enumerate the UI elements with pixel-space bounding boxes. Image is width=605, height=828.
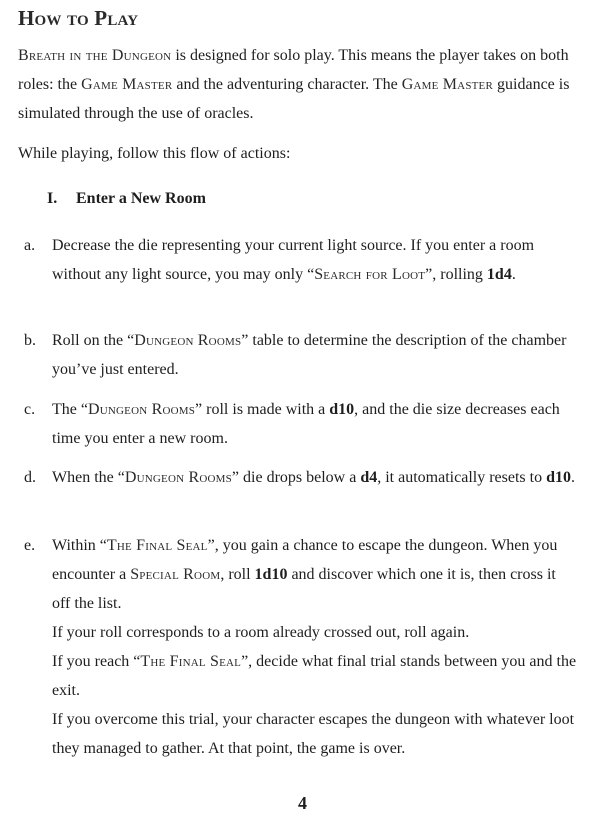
item-text: , roll bbox=[220, 566, 255, 583]
item-text: ” die drops below a bbox=[231, 469, 361, 486]
item-text: The “ bbox=[52, 401, 88, 418]
dungeon-rooms-term: Dungeon Rooms bbox=[134, 332, 242, 349]
item-text: ” roll is made with a bbox=[195, 401, 330, 418]
list-item-text bbox=[52, 463, 578, 492]
item-text: If you reach “ bbox=[52, 653, 141, 670]
intro-text-2: and the adventuring character. The bbox=[172, 76, 402, 93]
game-master-term: Game Master bbox=[401, 76, 494, 93]
list-item-text bbox=[52, 326, 578, 384]
intro-text-1: is designed for solo play. This means the player takes on both roles: the bbox=[18, 47, 569, 93]
flow-intro-text: While playing, follow this flow of actions: bbox=[18, 145, 291, 162]
item-text: , and the die size decreases each time you enter a new room. bbox=[52, 401, 560, 447]
search-for-loot-term: Search for Loot bbox=[314, 266, 426, 283]
die-notation: d10 bbox=[546, 469, 571, 486]
special-room-term: Special Room bbox=[130, 566, 221, 583]
item-text: ” table to determine the description of the chamber you’ve just entered. bbox=[52, 332, 567, 378]
step-number: I. bbox=[47, 190, 58, 207]
item-text: ”, rolling bbox=[425, 266, 487, 283]
intro-text-3: guidance is simulated through the use of oracles. bbox=[18, 76, 570, 122]
list-item-d bbox=[18, 463, 578, 492]
list-marker: d. bbox=[24, 469, 36, 486]
page-heading bbox=[18, 6, 138, 31]
list-marker: e. bbox=[24, 537, 36, 554]
page-number: 4 bbox=[298, 793, 307, 813]
item-text: . bbox=[511, 266, 516, 283]
list-item-e bbox=[18, 531, 578, 763]
dungeon-rooms-term: Dungeon Rooms bbox=[124, 469, 232, 486]
item-text: ”, you gain a chance to escape the dungeon. When you encounter a bbox=[52, 537, 558, 583]
intro-paragraph bbox=[18, 41, 590, 128]
item-text: Decrease the die representing your current light source. If you enter a room without any light source, you may only “ bbox=[52, 237, 535, 283]
item-text: ”, decide what final trial stands between you and the exit. bbox=[52, 653, 577, 699]
item-e-paragraph-3 bbox=[52, 647, 578, 705]
item-text: , it automatically resets to bbox=[377, 469, 547, 486]
game-master-term: Game Master bbox=[81, 76, 173, 93]
die-notation: d4 bbox=[360, 469, 378, 486]
die-notation: 1d4 bbox=[486, 266, 512, 283]
item-text: When the “ bbox=[52, 469, 125, 486]
game-title: Breath in the Dungeon bbox=[18, 47, 172, 64]
die-notation: d10 bbox=[329, 401, 355, 418]
list-marker: b. bbox=[24, 332, 36, 349]
list-item-a bbox=[18, 231, 578, 289]
list-item-text bbox=[52, 531, 578, 763]
item-text: Roll on the “ bbox=[52, 332, 135, 349]
list-marker: a. bbox=[24, 237, 36, 254]
heading-text: How to Play bbox=[18, 6, 139, 30]
item-text: Within “ bbox=[52, 537, 107, 554]
item-e-paragraph-2: If your roll corresponds to a room already crossed out, roll again. bbox=[52, 624, 470, 641]
item-text: and discover which one it is, then cross it off the list. bbox=[52, 566, 556, 612]
item-e-paragraph-1 bbox=[52, 531, 578, 618]
item-text: . bbox=[570, 469, 575, 486]
dungeon-rooms-term: Dungeon Rooms bbox=[87, 401, 196, 418]
step-title: Enter a New Room bbox=[76, 190, 206, 207]
list-item-text bbox=[52, 231, 578, 289]
final-seal-term: The Final Seal bbox=[140, 653, 242, 670]
die-notation: 1d10 bbox=[254, 566, 288, 583]
list-item-text bbox=[52, 395, 578, 453]
final-seal-term: The Final Seal bbox=[106, 537, 208, 554]
list-item-c bbox=[18, 395, 578, 453]
item-e-paragraph-4: If you overcome this trial, your character escapes the dungeon with whatever loot they managed to gather. At that point, the game is over. bbox=[52, 711, 575, 757]
step-heading bbox=[47, 188, 206, 210]
list-marker: c. bbox=[24, 401, 36, 418]
list-item-b bbox=[18, 326, 578, 384]
